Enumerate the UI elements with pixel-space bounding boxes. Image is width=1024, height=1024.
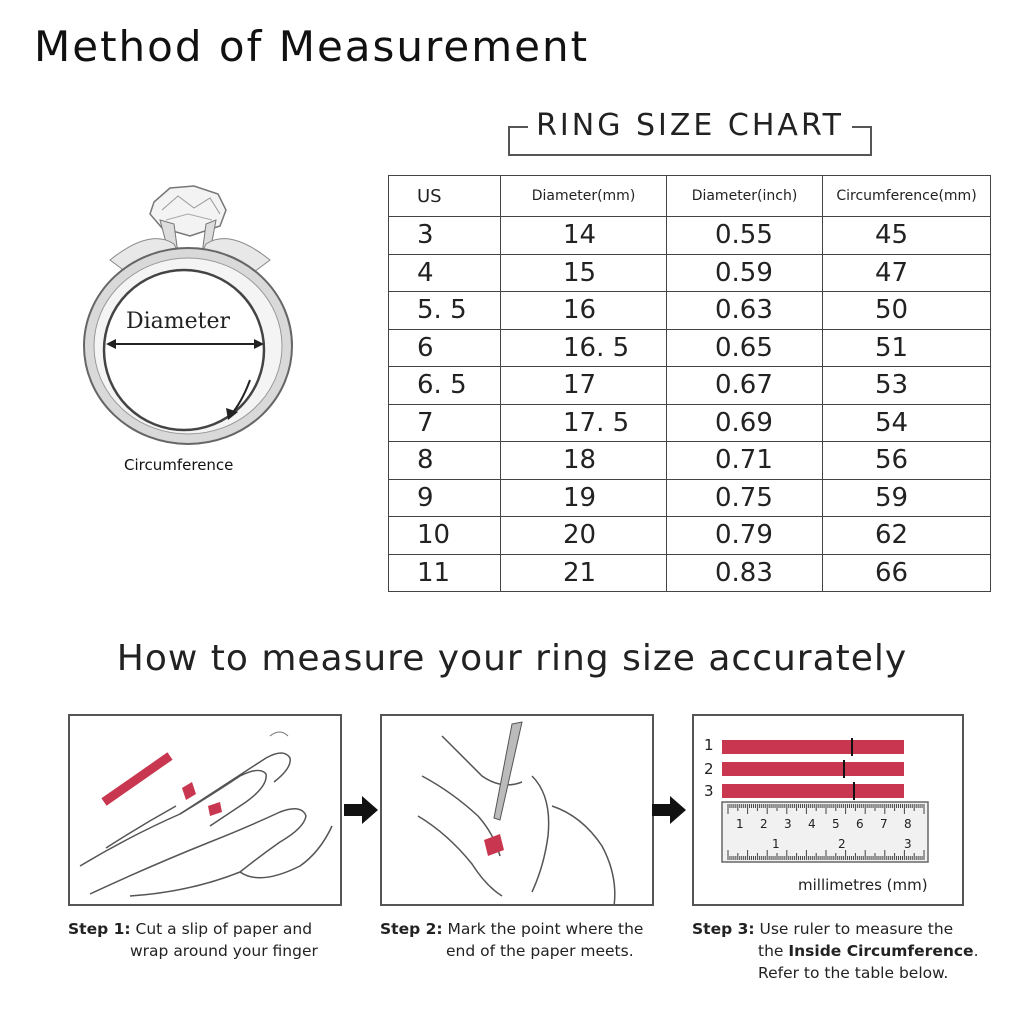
table-row xyxy=(389,292,991,330)
step-3-line2-post: . xyxy=(973,942,979,960)
ruler-top-number: 5 xyxy=(832,817,840,831)
table-row xyxy=(389,217,991,255)
step-1-line1: Cut a slip of paper and xyxy=(135,920,313,938)
table-cell: 4 xyxy=(389,254,501,292)
chart-title-wrap xyxy=(508,108,872,143)
table-cell: 18 xyxy=(501,442,667,480)
table-row xyxy=(389,254,991,292)
table-row xyxy=(389,404,991,442)
paper-ring-mark xyxy=(484,834,504,856)
ruler-top-number: 6 xyxy=(856,817,864,831)
ruler-top-number: 3 xyxy=(784,817,792,831)
step-2-panel xyxy=(380,714,654,906)
ruler-top-number: 8 xyxy=(904,817,912,831)
table-cell: 5. 5 xyxy=(389,292,501,330)
table-cell: 56 xyxy=(823,442,991,480)
table-row xyxy=(389,442,991,480)
arrow-right-icon xyxy=(652,796,686,824)
strip-number-1: 1 xyxy=(704,736,714,754)
step-1-line2: wrap around your finger xyxy=(130,942,318,960)
table-cell: 62 xyxy=(823,517,991,555)
paper-strip xyxy=(104,756,170,802)
step-3-panel xyxy=(692,714,964,906)
arrow-right-icon xyxy=(344,796,378,824)
paper-strip-1 xyxy=(722,740,904,754)
ruler xyxy=(722,802,928,862)
table-cell: 6 xyxy=(389,329,501,367)
table-cell: 53 xyxy=(823,367,991,405)
paper-wrap-mark xyxy=(182,782,196,800)
header-circumference-mm: Circumference(mm) xyxy=(823,176,991,217)
paper-strip-3 xyxy=(722,784,904,798)
table-cell: 11 xyxy=(389,554,501,592)
ruler-bottom-number: 1 xyxy=(772,837,780,851)
table-row xyxy=(389,554,991,592)
ring-icon xyxy=(70,180,310,450)
table-cell: 16. 5 xyxy=(501,329,667,367)
ruler-bottom-number: 2 xyxy=(838,837,846,851)
step-2-text xyxy=(380,918,670,962)
hand-wrap-illustration xyxy=(70,716,342,906)
table-cell: 0.69 xyxy=(667,404,823,442)
table-cell: 54 xyxy=(823,404,991,442)
step-1-label: Step 1: xyxy=(68,920,131,938)
ring-size-table xyxy=(388,175,991,592)
table-cell: 3 xyxy=(389,217,501,255)
table-cell: 0.65 xyxy=(667,329,823,367)
table-cell: 51 xyxy=(823,329,991,367)
table-cell: 47 xyxy=(823,254,991,292)
table-header-row xyxy=(389,176,991,217)
strip-number-2: 2 xyxy=(704,760,714,778)
table-cell: 0.67 xyxy=(667,367,823,405)
circumference-caption: Circumference xyxy=(124,456,234,474)
step-1-text xyxy=(68,918,358,962)
table-cell: 9 xyxy=(389,479,501,517)
table-cell: 14 xyxy=(501,217,667,255)
heading-bracket-bottom xyxy=(508,154,872,156)
table-row xyxy=(389,479,991,517)
step-3-label: Step 3: xyxy=(692,920,755,938)
table-cell: 45 xyxy=(823,217,991,255)
strip-number-3: 3 xyxy=(704,782,714,800)
table-cell: 7 xyxy=(389,404,501,442)
table-cell: 66 xyxy=(823,554,991,592)
step-2-line1: Mark the point where the xyxy=(447,920,644,938)
step-3-line2-bold: Inside Circumference xyxy=(788,942,974,960)
table-cell: 0.55 xyxy=(667,217,823,255)
table-cell: 59 xyxy=(823,479,991,517)
howto-title: How to measure your ring size accurately xyxy=(116,638,908,679)
step-3-text xyxy=(692,918,992,984)
header-us: US xyxy=(389,176,501,217)
table-cell: 20 xyxy=(501,517,667,555)
header-diameter-inch: Diameter(inch) xyxy=(667,176,823,217)
step-3-line2 xyxy=(692,940,992,962)
header-diameter-mm: Diameter(mm) xyxy=(501,176,667,217)
table-row xyxy=(389,367,991,405)
table-cell: 6. 5 xyxy=(389,367,501,405)
ruler-bottom-number: 3 xyxy=(904,837,912,851)
paper-strip-2 xyxy=(722,762,904,776)
table-row xyxy=(389,329,991,367)
diameter-label: Diameter xyxy=(126,309,231,334)
table-cell: 8 xyxy=(389,442,501,480)
chart-title: RING SIZE CHART xyxy=(528,108,852,143)
ruler-top-number: 7 xyxy=(880,817,888,831)
ring-diagram xyxy=(70,180,310,450)
ruler-top-number: 1 xyxy=(736,817,744,831)
table-cell: 10 xyxy=(389,517,501,555)
table-cell: 16 xyxy=(501,292,667,330)
table-body xyxy=(389,217,991,592)
table-cell: 0.83 xyxy=(667,554,823,592)
chart-heading xyxy=(508,108,872,156)
step-3-line3: Refer to the table below. xyxy=(758,964,949,982)
step-3-line2-pre: the xyxy=(758,942,789,960)
step-2-label: Step 2: xyxy=(380,920,443,938)
ruler-top-number: 2 xyxy=(760,817,768,831)
table-cell: 0.79 xyxy=(667,517,823,555)
table-cell: 0.59 xyxy=(667,254,823,292)
table-cell: 15 xyxy=(501,254,667,292)
table-cell: 19 xyxy=(501,479,667,517)
table-cell: 17 xyxy=(501,367,667,405)
table-cell: 17. 5 xyxy=(501,404,667,442)
pen-icon xyxy=(494,722,522,820)
table-cell: 21 xyxy=(501,554,667,592)
table-cell: 0.71 xyxy=(667,442,823,480)
table-cell: 0.75 xyxy=(667,479,823,517)
millimetres-label: millimetres (mm) xyxy=(798,876,928,894)
table-cell: 50 xyxy=(823,292,991,330)
step-1-panel xyxy=(68,714,342,906)
step-2-line2: end of the paper meets. xyxy=(446,942,634,960)
hand-mark-illustration xyxy=(382,716,654,906)
ruler-top-number: 4 xyxy=(808,817,816,831)
table-cell: 0.63 xyxy=(667,292,823,330)
table-row xyxy=(389,517,991,555)
step-3-line1: Use ruler to measure the xyxy=(759,920,954,938)
page-title: Method of Measurement xyxy=(34,22,590,71)
